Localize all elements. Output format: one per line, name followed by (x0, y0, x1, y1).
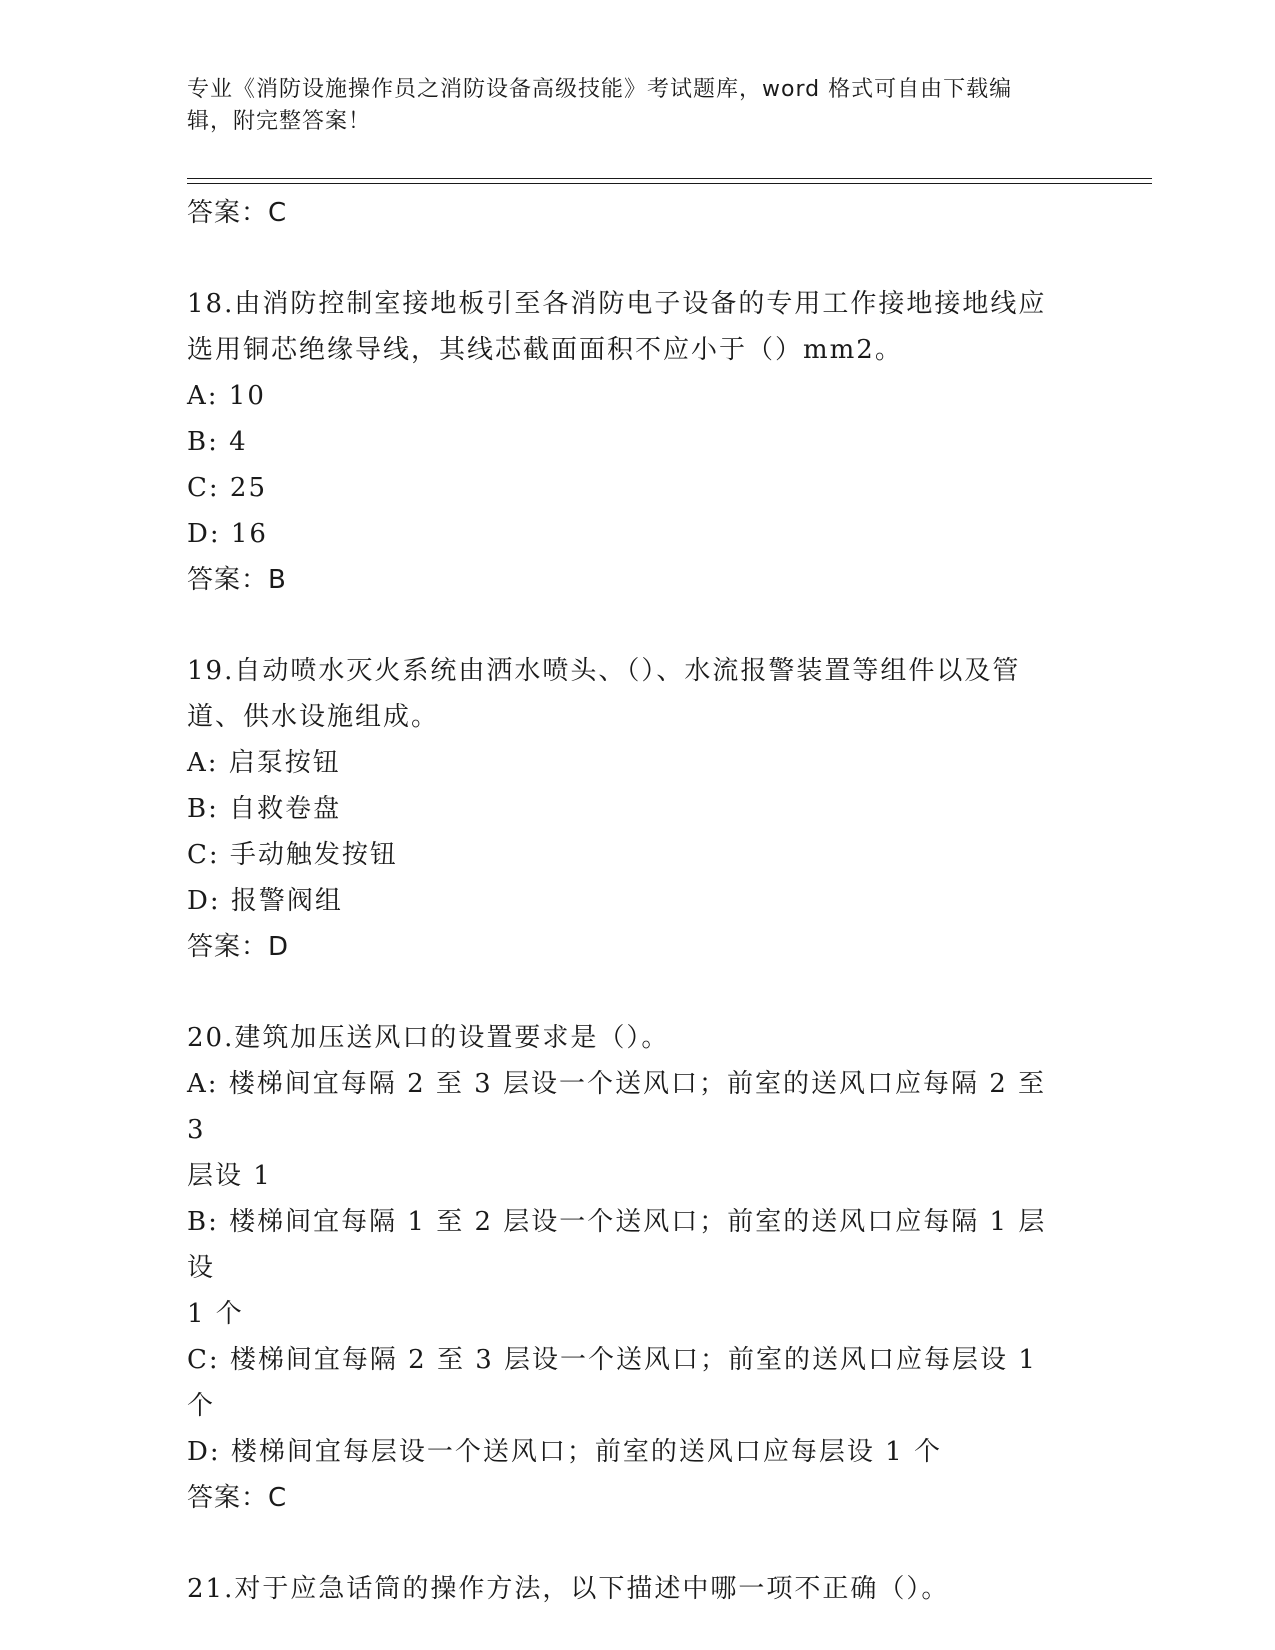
document-header (187, 74, 1067, 138)
question-19-text-line-2: 道、供水设施组成。 (187, 702, 440, 732)
document-body (187, 190, 1067, 1612)
question-21-text: 21.对于应急话筒的操作方法，以下描述中哪一项不正确（）。 (187, 1574, 950, 1604)
answer-17: 答案：C (187, 198, 288, 228)
question-20-option-d: D: 楼梯间宜每层设一个送风口；前室的送风口应每层设 1 个 (187, 1437, 942, 1467)
question-21 (187, 1566, 1067, 1612)
header-line-2: 辑，附完整答案！ (187, 109, 372, 134)
question-19-option-b: B: 自救卷盘 (187, 794, 342, 824)
question-19-option-d: D: 报警阀组 (187, 886, 343, 916)
question-20-option-a-line-1: A: 楼梯间宜每隔 2 至 3 层设一个送风口；前室的送风口应每隔 2 至 3 (187, 1069, 1047, 1145)
question-19-option-c: C: 手动触发按钮 (187, 840, 398, 870)
header-line-1: 专业《消防设施操作员之消防设备高级技能》考试题库，word 格式可自由下载编 (187, 77, 1013, 102)
question-19-option-a: A: 启泵按钮 (187, 748, 341, 778)
question-20 (187, 1015, 1067, 1521)
question-19-answer: 答案：D (187, 932, 290, 962)
question-20-option-a-line-2: 层设 1 (187, 1161, 272, 1191)
question-18-option-d: D: 16 (187, 519, 268, 549)
question-18-option-b: B: 4 (187, 427, 248, 457)
header-divider-top (187, 178, 1152, 179)
question-20-option-c: C: 楼梯间宜每隔 2 至 3 层设一个送风口；前室的送风口应每层设 1 个 (187, 1345, 1037, 1421)
question-18-option-c: C: 25 (187, 473, 268, 503)
question-18-text-line-1: 18.由消防控制室接地板引至各消防电子设备的专用工作接地接地线应 (187, 289, 1047, 319)
question-18-option-a: A: 10 (187, 381, 266, 411)
question-18-text-line-2: 选用铜芯绝缘导线，其线芯截面面积不应小于（）mm2。 (187, 335, 903, 365)
question-20-text: 20.建筑加压送风口的设置要求是（）。 (187, 1023, 670, 1053)
question-18 (187, 281, 1067, 603)
question-20-answer: 答案：C (187, 1483, 288, 1513)
question-20-option-b-line-1: B: 楼梯间宜每隔 1 至 2 层设一个送风口；前室的送风口应每隔 1 层设 (187, 1207, 1047, 1283)
question-18-answer: 答案：B (187, 565, 287, 595)
question-19 (187, 648, 1067, 970)
question-19-text-line-1: 19.自动喷水灭火系统由洒水喷头、（）、水流报警装置等组件以及管 (187, 656, 1021, 686)
question-20-option-b-line-2: 1 个 (187, 1299, 244, 1329)
header-divider-bottom (187, 183, 1152, 184)
